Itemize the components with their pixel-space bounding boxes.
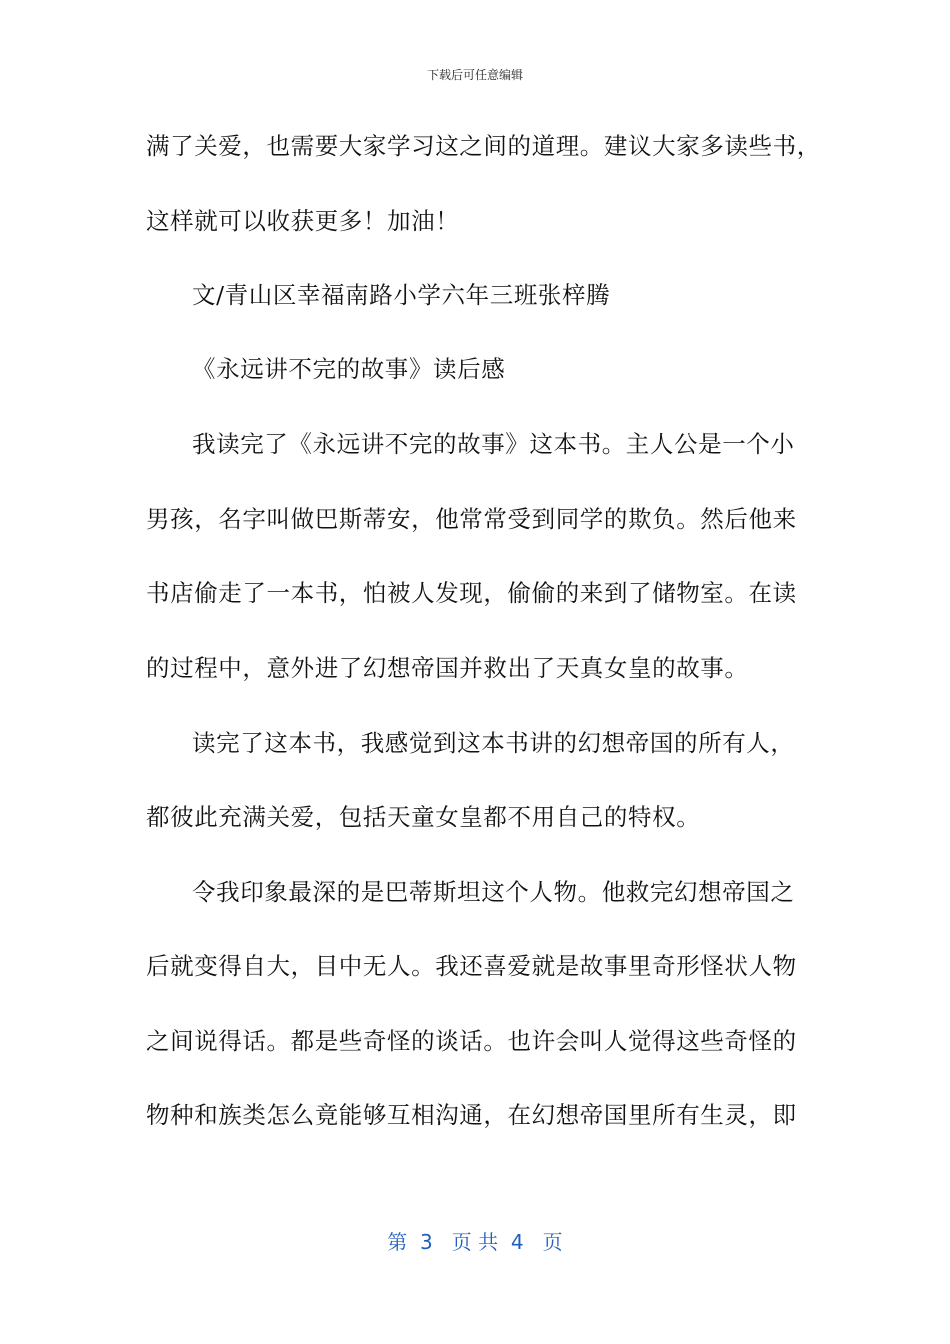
text-line: 令我印象最深的是巴蒂斯坦这个人物。他救完幻想帝国之 <box>192 878 795 906</box>
text-line: 物种和族类怎么竟能够互相沟通，在幻想帝国里所有生灵，即 <box>146 1101 797 1129</box>
text-line: 书店偷走了一本书，怕被人发现，偷偷的来到了储物室。在读 <box>146 579 797 607</box>
text-line: 男孩，名字叫做巴斯蒂安，他常常受到同学的欺负。然后他来 <box>146 505 797 533</box>
text-line: 的过程中，意外进了幻想帝国并救出了天真女皇的故事。 <box>146 654 749 682</box>
text-line: 都彼此充满关爱，包括天童女皇都不用自己的特权。 <box>146 803 701 831</box>
text-line: 后就变得自大，目中无人。我还喜爱就是故事里奇形怪状人物 <box>146 952 797 980</box>
text-line: 我读完了《永远讲不完的故事》这本书。主人公是一个小 <box>192 430 795 458</box>
essay-title: 《永远讲不完的故事》读后感 <box>192 355 506 383</box>
text-line: 读完了这本书，我感觉到这本书讲的幻想帝国的所有人， <box>192 729 795 757</box>
author-line: 文/青山区幸福南路小学六年三班张梓腾 <box>192 281 611 309</box>
header-note: 下载后可任意编辑 <box>426 68 523 82</box>
text-line: 这样就可以收获更多！加油！ <box>146 207 460 235</box>
page-number: 第 3 页 共 4 页 <box>387 1230 563 1254</box>
text-line: 之间说得话。都是些奇怪的谈话。也许会叫人觉得这些奇怪的 <box>146 1027 797 1055</box>
text-line: 满了关爱，也需要大家学习这之间的道理。建议大家多读些书， <box>146 132 821 160</box>
